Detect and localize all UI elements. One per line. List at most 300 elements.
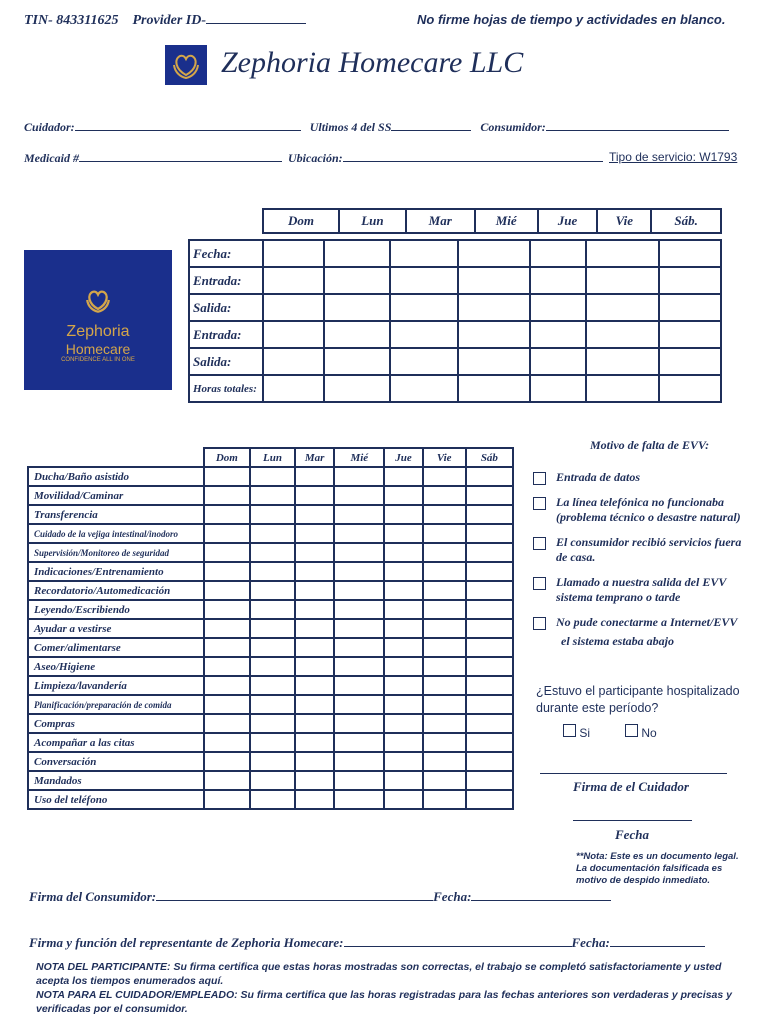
- time-cell[interactable]: [324, 240, 391, 267]
- legal-note-line: **Nota: Este es un documento legal.: [576, 851, 739, 862]
- time-cell[interactable]: [390, 375, 458, 402]
- ss-label: Ultimos 4 del SS: [309, 120, 392, 134]
- activity-cell[interactable]: [295, 657, 334, 676]
- time-cell[interactable]: [263, 267, 324, 294]
- time-cell[interactable]: [586, 348, 660, 375]
- activity-label: Indicaciones/Entrenamiento: [28, 562, 204, 581]
- time-cell[interactable]: [263, 375, 324, 402]
- activity-row: [28, 657, 513, 676]
- evv-reason-checkbox[interactable]: [533, 497, 546, 510]
- activity-cell[interactable]: [423, 543, 466, 562]
- time-cell[interactable]: [530, 240, 586, 267]
- activity-row: [28, 676, 513, 695]
- activity-row: [28, 505, 513, 524]
- time-cell[interactable]: [530, 294, 586, 321]
- activity-cell[interactable]: [334, 581, 384, 600]
- time-cell[interactable]: [659, 321, 721, 348]
- activity-cell[interactable]: [295, 714, 334, 733]
- activity-label: Limpieza/lavandería: [28, 676, 204, 695]
- evv-reasons: [533, 470, 758, 649]
- activity-cell[interactable]: [204, 676, 250, 695]
- activity-cell[interactable]: [204, 695, 250, 714]
- activity-label: Cuidado de la vejiga intestinal/inodoro: [28, 524, 204, 543]
- activity-cell[interactable]: [204, 543, 250, 562]
- evv-title: Motivo de falta de EVV:: [590, 438, 710, 452]
- activity-cell[interactable]: [423, 790, 466, 809]
- time-row-label: Salida:: [189, 294, 263, 321]
- activity-cell[interactable]: [423, 752, 466, 771]
- activity-cell[interactable]: [204, 467, 250, 486]
- activity-cell[interactable]: [204, 619, 250, 638]
- caregiver-signature-line[interactable]: [540, 773, 727, 774]
- activity-cell[interactable]: [466, 695, 513, 714]
- time-cell[interactable]: [263, 348, 324, 375]
- activity-cell[interactable]: [250, 752, 295, 771]
- time-cell[interactable]: [458, 321, 530, 348]
- activity-row: [28, 562, 513, 581]
- activity-label: Leyendo/Escribiendo: [28, 600, 204, 619]
- evv-reason-text: Entrada de datos: [556, 470, 641, 484]
- caregiver-signature-label: Firma de el Cuidador: [573, 779, 689, 794]
- day-header: Vie: [423, 448, 466, 467]
- legal-note: [576, 851, 739, 887]
- time-cell[interactable]: [586, 267, 660, 294]
- hospital-question: [536, 683, 740, 717]
- time-row-label: Horas totales:: [189, 375, 263, 402]
- time-cell[interactable]: [458, 267, 530, 294]
- activity-cell[interactable]: [384, 733, 422, 752]
- activity-cell[interactable]: [466, 467, 513, 486]
- activity-label: Planificación/preparación de comida: [28, 695, 204, 714]
- time-cell[interactable]: [458, 240, 530, 267]
- activity-cell[interactable]: [466, 733, 513, 752]
- activity-cell[interactable]: [466, 619, 513, 638]
- time-row-label: Entrada:: [189, 267, 263, 294]
- activity-cell[interactable]: [384, 695, 422, 714]
- evv-reason-text: La línea telefónica no funcionaba: [556, 495, 724, 509]
- activity-row: [28, 638, 513, 657]
- time-cell[interactable]: [458, 348, 530, 375]
- consumer-field[interactable]: [546, 118, 729, 131]
- activity-label: Mandados: [28, 771, 204, 790]
- activity-row: [28, 524, 513, 543]
- ss-field[interactable]: [391, 118, 471, 131]
- logo-text-2: Homecare: [65, 341, 131, 357]
- activity-cell[interactable]: [384, 505, 422, 524]
- activity-cell[interactable]: [384, 714, 422, 733]
- day-header: Sáb: [466, 448, 513, 467]
- activity-cell[interactable]: [204, 790, 250, 809]
- activity-cell[interactable]: [466, 562, 513, 581]
- activity-cell[interactable]: [384, 657, 422, 676]
- activity-cell[interactable]: [334, 695, 384, 714]
- evv-reason-checkbox[interactable]: [533, 617, 546, 630]
- activity-cell[interactable]: [384, 752, 422, 771]
- activity-cell[interactable]: [250, 543, 295, 562]
- activity-cell[interactable]: [250, 486, 295, 505]
- activity-cell[interactable]: [466, 600, 513, 619]
- time-grid: [188, 239, 722, 403]
- time-cell[interactable]: [659, 294, 721, 321]
- activity-cell[interactable]: [204, 524, 250, 543]
- activity-cell[interactable]: [250, 733, 295, 752]
- day-header: Vie: [597, 209, 651, 233]
- activity-cell[interactable]: [466, 676, 513, 695]
- activity-cell[interactable]: [204, 486, 250, 505]
- consumer-date-field[interactable]: [471, 888, 611, 901]
- activity-cell[interactable]: [384, 790, 422, 809]
- time-row: [189, 267, 721, 294]
- activity-cell[interactable]: [423, 619, 466, 638]
- activity-cell[interactable]: [334, 505, 384, 524]
- activity-row: [28, 790, 513, 809]
- activity-cell[interactable]: [334, 543, 384, 562]
- activity-row: [28, 733, 513, 752]
- activity-cell[interactable]: [295, 581, 334, 600]
- activity-cell[interactable]: [334, 600, 384, 619]
- time-cell[interactable]: [324, 294, 391, 321]
- activity-cell[interactable]: [295, 505, 334, 524]
- activity-cell[interactable]: [334, 524, 384, 543]
- time-row: [189, 375, 721, 402]
- activity-cell[interactable]: [334, 562, 384, 581]
- location-field[interactable]: [343, 149, 603, 162]
- blank-corner: [28, 448, 204, 467]
- logo-text-1: Zephoria: [66, 323, 130, 340]
- activity-cell[interactable]: [295, 733, 334, 752]
- time-row-label: Entrada:: [189, 321, 263, 348]
- activity-cell[interactable]: [250, 467, 295, 486]
- bottom-notes: [36, 960, 756, 1016]
- activity-cell[interactable]: [204, 581, 250, 600]
- activity-cell[interactable]: [384, 581, 422, 600]
- activity-cell[interactable]: [295, 524, 334, 543]
- activity-row: [28, 695, 513, 714]
- time-cell[interactable]: [659, 375, 721, 402]
- activity-cell[interactable]: [334, 714, 384, 733]
- time-cell[interactable]: [530, 267, 586, 294]
- blank-sheet-notice: No firme hojas de tiempo y actividades en blanco.: [417, 12, 726, 27]
- activity-label: Transferencia: [28, 505, 204, 524]
- caregiver-label: Cuidador:: [24, 120, 75, 134]
- day-header: Mié: [475, 209, 538, 233]
- activity-cell[interactable]: [204, 733, 250, 752]
- rep-signature-label: Firma y función del representante de Zephoria Homecare:: [29, 935, 344, 950]
- activity-cell[interactable]: [384, 467, 422, 486]
- activity-cell[interactable]: [295, 600, 334, 619]
- activity-cell[interactable]: [295, 543, 334, 562]
- caregiver-date-label: Fecha: [615, 827, 649, 842]
- activity-cell[interactable]: [466, 714, 513, 733]
- activity-cell[interactable]: [204, 752, 250, 771]
- time-cell[interactable]: [390, 294, 458, 321]
- logo-tagline: CONFIDENCE ALL IN ONE: [61, 357, 135, 363]
- activity-cell[interactable]: [384, 543, 422, 562]
- activity-cell[interactable]: [384, 771, 422, 790]
- day-header: Lun: [339, 209, 406, 233]
- time-row: [189, 294, 721, 321]
- activity-row: [28, 581, 513, 600]
- activity-cell[interactable]: [250, 600, 295, 619]
- activity-cell[interactable]: [204, 562, 250, 581]
- activity-cell[interactable]: [384, 676, 422, 695]
- activity-cell[interactable]: [204, 771, 250, 790]
- activity-cell[interactable]: [334, 467, 384, 486]
- activity-cell[interactable]: [250, 524, 295, 543]
- yes-label: Si: [579, 726, 591, 740]
- activity-cell[interactable]: [384, 486, 422, 505]
- time-row-label: Salida:: [189, 348, 263, 375]
- activity-cell[interactable]: [423, 562, 466, 581]
- no-label: No: [641, 726, 657, 740]
- activity-cell[interactable]: [423, 486, 466, 505]
- time-cell[interactable]: [263, 240, 324, 267]
- time-cell[interactable]: [659, 348, 721, 375]
- activity-header-row: [28, 448, 513, 467]
- activity-cell[interactable]: [423, 771, 466, 790]
- activity-cell[interactable]: [466, 543, 513, 562]
- activity-cell[interactable]: [466, 638, 513, 657]
- activity-cell[interactable]: [250, 505, 295, 524]
- activity-cell[interactable]: [295, 486, 334, 505]
- time-cell[interactable]: [390, 267, 458, 294]
- medicaid-label: Medicaid #: [24, 151, 79, 165]
- time-cell[interactable]: [324, 321, 391, 348]
- activity-cell[interactable]: [295, 790, 334, 809]
- activity-cell[interactable]: [334, 733, 384, 752]
- activity-row: [28, 771, 513, 790]
- evv-reason-text: (problema técnico o desastre natural): [556, 510, 741, 524]
- activity-cell[interactable]: [204, 638, 250, 657]
- activity-cell[interactable]: [423, 714, 466, 733]
- activity-cell[interactable]: [423, 657, 466, 676]
- day-header: Dom: [204, 448, 250, 467]
- logo-box: [24, 250, 172, 390]
- consumer-signature-field[interactable]: [156, 888, 433, 901]
- activity-label: Uso del teléfono: [28, 790, 204, 809]
- provider-id-field[interactable]: [206, 11, 306, 24]
- evv-reason-item[interactable]: [533, 495, 758, 525]
- evv-reason-checkbox[interactable]: [533, 472, 546, 485]
- day-header: Mié: [334, 448, 384, 467]
- service-type: Tipo de servicio: W1793: [609, 150, 738, 164]
- activity-cell[interactable]: [250, 695, 295, 714]
- medicaid-field[interactable]: [79, 149, 282, 162]
- activity-cell[interactable]: [334, 676, 384, 695]
- legal-note-line: motivo de despido inmediato.: [576, 875, 711, 886]
- activity-row: [28, 543, 513, 562]
- hospital-yes[interactable]: [563, 724, 590, 740]
- activity-cell[interactable]: [334, 790, 384, 809]
- caregiver-field[interactable]: [75, 118, 301, 131]
- activity-cell[interactable]: [295, 676, 334, 695]
- evv-reason-item[interactable]: [533, 535, 758, 565]
- activity-cell[interactable]: [384, 562, 422, 581]
- activity-cell[interactable]: [334, 752, 384, 771]
- evv-reason-checkbox[interactable]: [533, 537, 546, 550]
- activity-cell[interactable]: [466, 524, 513, 543]
- activity-cell[interactable]: [250, 676, 295, 695]
- evv-reason-item[interactable]: [533, 470, 758, 485]
- activity-label: Supervisión/Monitoreo de seguridad: [28, 543, 204, 562]
- day-header: Mar: [406, 209, 475, 233]
- time-cell[interactable]: [586, 240, 660, 267]
- company-logo: [165, 45, 207, 85]
- time-cell[interactable]: [586, 294, 660, 321]
- time-cell[interactable]: [390, 240, 458, 267]
- activity-cell[interactable]: [204, 505, 250, 524]
- activity-cell[interactable]: [295, 771, 334, 790]
- activity-label: Comer/alimentarse: [28, 638, 204, 657]
- activity-cell[interactable]: [466, 790, 513, 809]
- tin-text: TIN- 843311625: [24, 13, 119, 28]
- activity-cell[interactable]: [334, 486, 384, 505]
- hands-heart-icon: [78, 282, 118, 318]
- activity-cell[interactable]: [204, 714, 250, 733]
- evv-reason-checkbox[interactable]: [533, 577, 546, 590]
- activity-label: Movilidad/Caminar: [28, 486, 204, 505]
- activity-cell[interactable]: [423, 467, 466, 486]
- company-name: Zephoria Homecare LLC: [221, 46, 524, 79]
- fields-row-1: [24, 118, 729, 135]
- activity-cell[interactable]: [423, 695, 466, 714]
- consumer-label: Consumidor:: [480, 120, 546, 134]
- time-cell[interactable]: [659, 240, 721, 267]
- activity-cell[interactable]: [334, 619, 384, 638]
- activity-cell[interactable]: [466, 505, 513, 524]
- rep-date-field[interactable]: [610, 934, 705, 947]
- activity-cell[interactable]: [295, 752, 334, 771]
- activity-cell[interactable]: [423, 676, 466, 695]
- activity-cell[interactable]: [466, 581, 513, 600]
- time-cell[interactable]: [530, 348, 586, 375]
- hospital-question-line-2: durante este período?: [536, 701, 659, 715]
- activity-cell[interactable]: [466, 657, 513, 676]
- time-cell[interactable]: [390, 321, 458, 348]
- activity-cell[interactable]: [384, 600, 422, 619]
- yes-checkbox[interactable]: [563, 724, 576, 737]
- activity-table: [27, 447, 514, 810]
- caregiver-note: NOTA PARA EL CUIDADOR/EMPLEADO: Su firma certifica que las horas registradas para las fechas anteriores son verdaderas y precisas y verificadas por el consumidor.: [36, 989, 732, 1015]
- activity-cell[interactable]: [466, 771, 513, 790]
- evv-reason-text: El consumidor recibió servicios fuera: [556, 535, 742, 549]
- activity-cell[interactable]: [334, 638, 384, 657]
- activity-row: [28, 714, 513, 733]
- rep-date-label: Fecha:: [571, 935, 610, 950]
- hands-heart-icon: [165, 45, 207, 85]
- day-header: Lun: [250, 448, 295, 467]
- activity-cell[interactable]: [250, 638, 295, 657]
- evv-reason-text: No pude conectarme a Internet/EVV: [556, 615, 738, 629]
- consumer-date-label: Fecha:: [433, 889, 472, 904]
- activity-cell[interactable]: [384, 638, 422, 657]
- activity-cell[interactable]: [250, 714, 295, 733]
- fields-row-2: [24, 149, 603, 166]
- activity-cell[interactable]: [250, 771, 295, 790]
- time-cell[interactable]: [390, 348, 458, 375]
- day-header: Dom: [263, 209, 339, 233]
- time-cell[interactable]: [530, 321, 586, 348]
- activity-cell[interactable]: [295, 467, 334, 486]
- rep-signature-field[interactable]: [344, 934, 572, 947]
- rep-signature-row: [29, 934, 705, 951]
- time-cell[interactable]: [586, 321, 660, 348]
- time-row: [189, 348, 721, 375]
- activity-cell[interactable]: [334, 657, 384, 676]
- evv-reason-text: de casa.: [556, 550, 596, 564]
- legal-note-line: La documentación falsificada es: [576, 863, 723, 874]
- activity-row: [28, 619, 513, 638]
- activity-cell[interactable]: [295, 695, 334, 714]
- time-cell[interactable]: [263, 294, 324, 321]
- activity-cell[interactable]: [250, 657, 295, 676]
- activity-cell[interactable]: [295, 562, 334, 581]
- activity-cell[interactable]: [384, 619, 422, 638]
- activity-cell[interactable]: [334, 771, 384, 790]
- provider-id-label: Provider ID-: [132, 13, 206, 28]
- activity-cell[interactable]: [204, 600, 250, 619]
- day-header: Sáb.: [651, 209, 721, 233]
- activity-cell[interactable]: [466, 486, 513, 505]
- activity-cell[interactable]: [466, 752, 513, 771]
- day-header: Mar: [295, 448, 334, 467]
- caregiver-date-line[interactable]: [573, 820, 692, 821]
- activity-cell[interactable]: [250, 581, 295, 600]
- time-cell[interactable]: [263, 321, 324, 348]
- time-cell[interactable]: [324, 375, 391, 402]
- time-cell[interactable]: [458, 294, 530, 321]
- time-days-header: [262, 208, 722, 234]
- time-cell[interactable]: [458, 375, 530, 402]
- evv-reason-item[interactable]: [533, 615, 758, 649]
- time-cell[interactable]: [659, 267, 721, 294]
- evv-reason-item[interactable]: [533, 575, 758, 605]
- activity-cell[interactable]: [250, 562, 295, 581]
- hospital-question-line-1: ¿Estuvo el participante hospitalizado: [536, 684, 740, 698]
- activity-cell[interactable]: [250, 619, 295, 638]
- activity-row: [28, 600, 513, 619]
- activity-cell[interactable]: [384, 524, 422, 543]
- hospital-no[interactable]: [625, 724, 657, 740]
- activity-label: Aseo/Higiene: [28, 657, 204, 676]
- location-label: Ubicación:: [288, 151, 343, 165]
- activity-row: [28, 752, 513, 771]
- activity-label: Ducha/Baño asistido: [28, 467, 204, 486]
- no-checkbox[interactable]: [625, 724, 638, 737]
- day-header: Jue: [538, 209, 598, 233]
- participant-note: NOTA DEL PARTICIPANTE: Su firma certifica que estas horas mostradas son correctas, el trabajo se completó satisfactoriamente y usted acepta los tiempos enumerados aquí.: [36, 961, 722, 987]
- activity-cell[interactable]: [204, 657, 250, 676]
- activity-cell[interactable]: [423, 581, 466, 600]
- activity-cell[interactable]: [423, 600, 466, 619]
- time-cell[interactable]: [324, 348, 391, 375]
- activity-cell[interactable]: [423, 505, 466, 524]
- day-header: Jue: [384, 448, 422, 467]
- activity-cell[interactable]: [423, 524, 466, 543]
- activity-label: Ayudar a vestirse: [28, 619, 204, 638]
- activity-cell[interactable]: [295, 619, 334, 638]
- time-cell[interactable]: [586, 375, 660, 402]
- time-cell[interactable]: [530, 375, 586, 402]
- consumer-signature-label: Firma del Consumidor:: [29, 889, 157, 904]
- time-cell[interactable]: [324, 267, 391, 294]
- activity-cell[interactable]: [295, 638, 334, 657]
- activity-cell[interactable]: [250, 790, 295, 809]
- activity-cell[interactable]: [423, 733, 466, 752]
- activity-row: [28, 467, 513, 486]
- activity-label: Recordatorio/Automedicación: [28, 581, 204, 600]
- activity-cell[interactable]: [423, 638, 466, 657]
